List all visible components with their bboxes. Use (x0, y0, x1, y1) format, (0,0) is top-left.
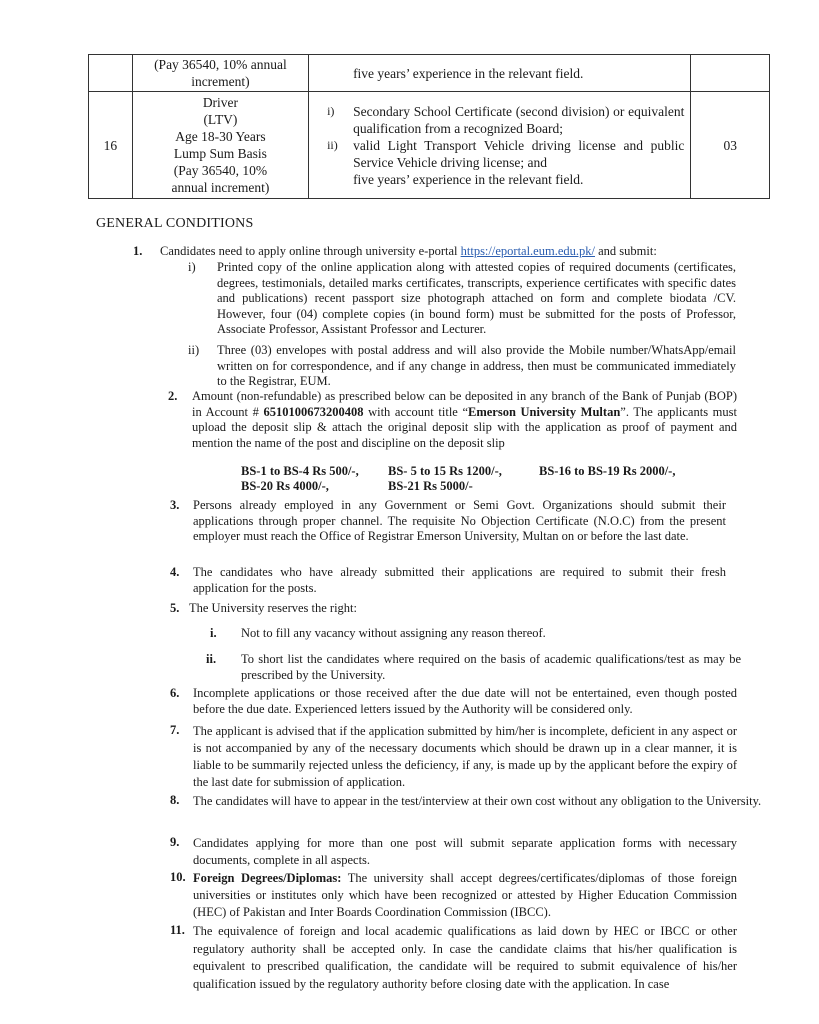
condition-text: The University reserves the right: (189, 601, 358, 615)
condition-text (160, 244, 720, 260)
condition-number: 7. (170, 723, 180, 737)
condition-text: The applicant is advised that if the application submitted by him/her is incomplete, deficient in any aspect or is not accompanied by any of the necessary documents which should be drawn up in a clear manner, it is liable to be summarily rejected unless the deficiency, if any, is made up by the applicant before the expiry of the last date for submission of application. (193, 724, 737, 789)
text: The university shall accept degrees/certificates/diplomas of those foreign universities or institutes only which have been recognized or attested by Higher Education Commission (HEC) of Pakistan and Inter Boards Coordination Commission (IBCC). (193, 871, 737, 919)
account-number: 6510100673200408 (263, 404, 364, 419)
item-text: Secondary School Certificate (second division) or equivalent qualification from a recognized Board; (353, 103, 685, 136)
account-title: Emerson University Multan (468, 404, 621, 419)
post-line: Lump Sum Basis (173, 146, 267, 161)
eportal-link[interactable]: https://eportal.eum.edu.pk/ (460, 244, 595, 258)
post-line: Driver (202, 95, 239, 110)
text: Candidates need to apply online through university e-portal (160, 244, 461, 258)
condition-text (192, 389, 737, 451)
condition-text: Candidates applying for more than one post will submit separate application forms with necessary documents, complete in all aspects. (193, 836, 737, 867)
sub-text: Not to fill any vacancy without assigning any reason thereof. (241, 626, 546, 640)
posts-table (88, 54, 770, 199)
condition-number: 9. (170, 835, 180, 849)
post-cell (132, 92, 308, 199)
fee-item: BS-20 Rs 4000/-, (241, 479, 329, 493)
requirement-cell (309, 92, 691, 199)
post-line: annual increment) (171, 180, 270, 195)
condition-number: 10. (170, 870, 186, 884)
requirement-item (309, 103, 690, 137)
fee-item: BS-16 to BS-19 Rs 2000/-, (539, 464, 676, 478)
sno-cell: 16 (89, 92, 133, 199)
text: ”. The applicants must upload the deposit slip & attach the original deposit slip with the application as proof of payment and mention the name of the post and discipline on the deposit slip (192, 404, 737, 450)
condition-number: 8. (170, 793, 180, 807)
condition-number: 1. (133, 244, 143, 258)
condition-text: Incomplete applications or those received after the due date will not be entertained, even though posted before the due date. Experienced letters issued by the Authority will be considered only. (193, 686, 737, 716)
requirement-item (309, 137, 690, 171)
fee-item: BS- 5 to 15 Rs 1200/-, (388, 464, 502, 478)
condition-text (193, 870, 737, 921)
seats-cell: 03 (691, 92, 770, 199)
condition-number: 4. (170, 565, 180, 579)
fee-item: BS-21 Rs 5000/- (388, 479, 473, 493)
condition-text: The candidates who have already submitted their applications are required to submit their fresh application for the posts. (193, 565, 726, 595)
seats-cell (691, 55, 770, 92)
condition-text: Persons already employed in any Government or Semi Govt. Organizations should submit their applications through proper channel. The requisite No Objection Certificate (N.O.C) from the present employer must reach the Office of Registrar Emerson University, Multan on or before the last date. (193, 498, 726, 543)
sub-number: i. (210, 626, 217, 640)
post-line: Age 18-30 Years (175, 129, 266, 144)
condition-text: The candidates will have to appear in the test/interview at their own cost without any obligation to the University. (193, 794, 762, 808)
condition-text: The equivalence of foreign and local academic qualifications as laid down by HEC or IBCC or other regulatory authority shall be accepted only. In case the candidate claims that his/her qualification is equivalent to prescribed qualification, the candidate will be required to submit equivalence of his/her qualification issued by the regulatory authority before closing date with the application. In case (193, 924, 737, 991)
condition-number: 2. (168, 389, 178, 403)
section-title: GENERAL CONDITIONS (96, 216, 254, 231)
sno-cell (89, 55, 133, 92)
table-row (89, 92, 770, 199)
text: Amount (non-refundable) as prescribed below can be deposited in any branch of the Bank of Punjab (BOP) in Account # (192, 389, 737, 419)
table-row (89, 55, 770, 92)
text: with account title “ (363, 404, 468, 419)
requirement-text: five years’ experience in the relevant field. (353, 65, 584, 81)
condition-number: 6. (170, 686, 180, 700)
condition-number: 5. (170, 601, 180, 615)
condition-number: 3. (170, 498, 180, 512)
sub-number: ii) (188, 343, 200, 357)
requirement-cell (309, 55, 691, 92)
requirement-text: five years’ experience in the relevant field. (353, 171, 584, 187)
sub-number: i) (188, 260, 196, 274)
sub-text: Printed copy of the online application along with attested copies of required documents (certificates, degrees, testimonials, detailed marks certificates, transcripts, experience certificates with specific dates and publications) recent passport size photograph attached on form and complete biodata /CV. However, four (04) complete copies (in bound form) must be submitted for the posts of Professor, Associate Professor, Assistant Professor and Lecturer. (217, 260, 736, 336)
sub-text: Three (03) envelopes with postal address and will also provide the Mobile number/WhatsApp/email written on for correspondence, and if any change in address, then must be communicated immediately to the Registrar, EUM. (217, 343, 736, 388)
sub-text: To short list the candidates where required on the basis of academic qualifications/test as may be prescribed by the University. (241, 652, 741, 682)
item-text: valid Light Transport Vehicle driving license and public Service Vehicle driving license; and (353, 137, 685, 170)
sub-number: ii. (206, 652, 217, 666)
item-number: ii) (327, 137, 338, 152)
item-number: i) (327, 103, 335, 118)
condition-number: 11. (170, 923, 185, 937)
fee-item: BS-1 to BS-4 Rs 500/-, (241, 464, 359, 478)
post-line: (LTV) (203, 112, 238, 127)
post-cell: (Pay 36540, 10% annual increment) (132, 55, 308, 92)
text: and submit: (594, 244, 657, 258)
bold-heading: Foreign Degrees/Diplomas: (193, 871, 342, 885)
post-line: (Pay 36540, 10% (173, 163, 268, 178)
